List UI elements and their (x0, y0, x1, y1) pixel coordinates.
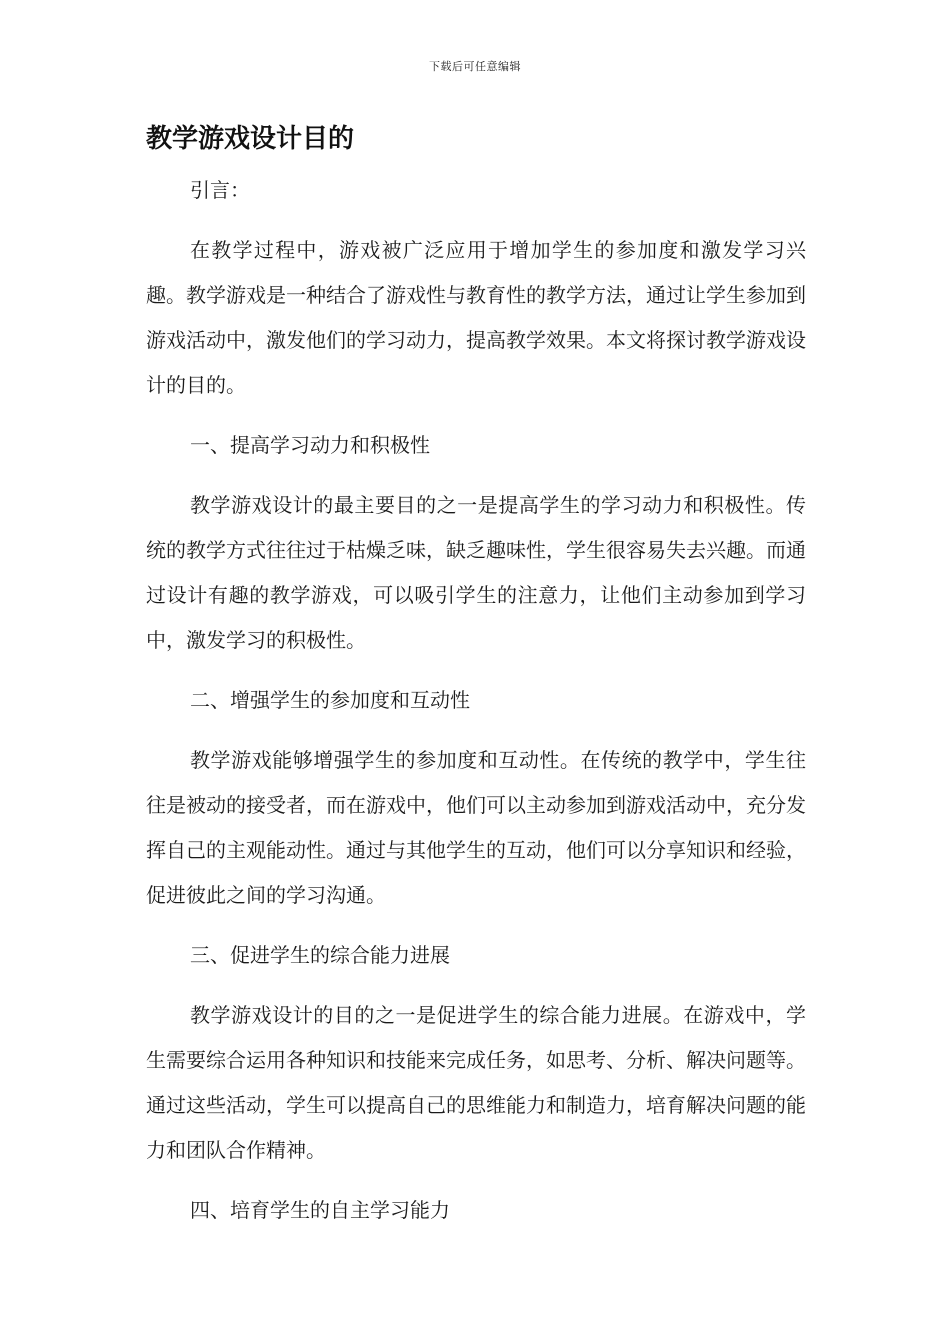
section-heading-4: 四、培育学生的自主学习能力 (190, 1198, 450, 1222)
document-body (146, 168, 806, 1248)
section-paragraph-1: 教学游戏设计的最主要目的之一是提高学生的学习动力和积极性。传统的教学方式往往过于枯燥乏味，缺乏趣味性，学生很容易失去兴趣。而通过设计有趣的教学游戏，可以吸引学生的注意力，让他们主动参加到学习中，激发学习的积极性。 (146, 493, 806, 652)
intro-paragraph: 在教学过程中，游戏被广泛应用于增加学生的参加度和激发学习兴趣。教学游戏是一种结合了游戏性与教育性的教学方法，通过让学生参加到游戏活动中，激发他们的学习动力，提高教学效果。本文将探讨教学游戏设计的目的。 (146, 238, 806, 397)
section-paragraph-3: 教学游戏设计的目的之一是促进学生的综合能力进展。在游戏中，学生需要综合运用各种知识和技能来完成任务，如思考、分析、解决问题等。通过这些活动，学生可以提高自己的思维能力和制造力，培育解决问题的能力和团队合作精神。 (146, 1003, 806, 1162)
page-header-note: 下载后可任意编辑 (429, 60, 521, 73)
section-heading-3: 三、促进学生的综合能力进展 (190, 943, 450, 967)
section-heading-1: 一、提高学习动力和积极性 (190, 433, 430, 457)
section-paragraph-2: 教学游戏能够增强学生的参加度和互动性。在传统的教学中，学生往往是被动的接受者，而在游戏中，他们可以主动参加到游戏活动中，充分发挥自己的主观能动性。通过与其他学生的互动，他们可以分享知识和经验，促进彼此之间的学习沟通。 (146, 748, 806, 907)
section-heading-2: 二、增强学生的参加度和互动性 (190, 688, 470, 712)
document-title: 教学游戏设计目的 (146, 124, 355, 154)
intro-label: 引言： (190, 178, 250, 202)
